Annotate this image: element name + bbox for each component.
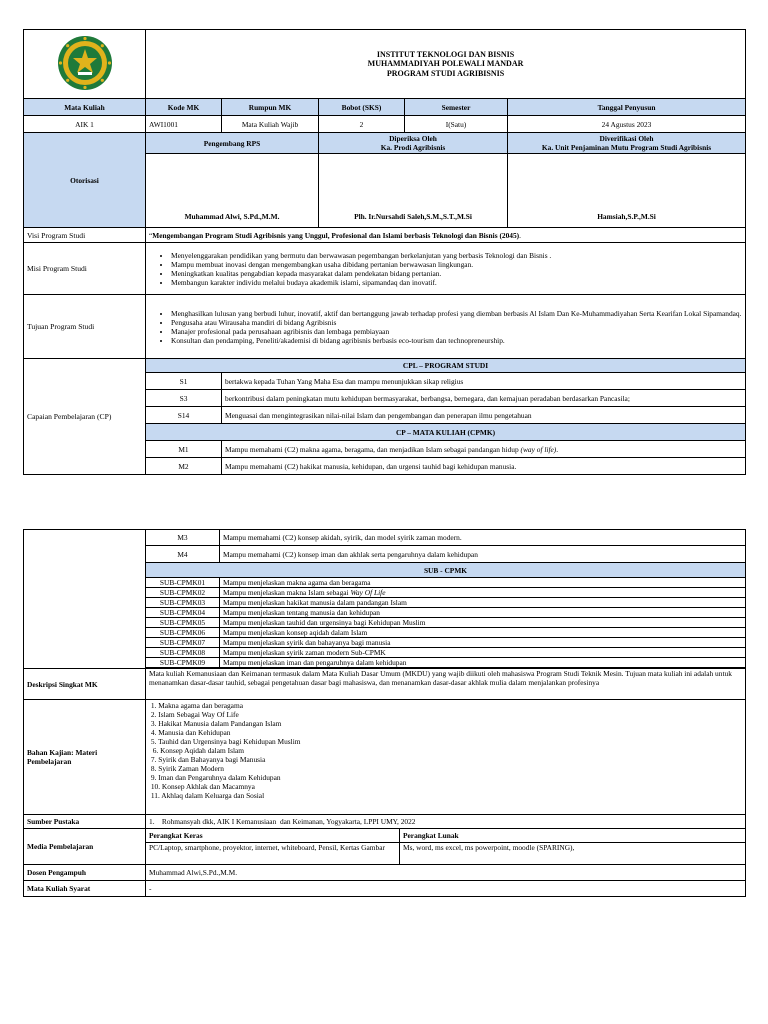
sub-cpmk-code: SUB-CPMK02 — [146, 588, 220, 598]
sub-cpmk-code: SUB-CPMK06 — [146, 628, 220, 638]
cpl-code: S1 — [146, 373, 222, 390]
misi-item: • Mampu membuat inovasi dengan mengembangkan usaha dibidang pertanian berwawasan lingkungan. — [171, 260, 742, 269]
logo-cell — [24, 30, 146, 99]
value-kode-mk: AWI1001 — [146, 116, 222, 133]
bahan-kajian-list — [149, 701, 742, 800]
header-mata-kuliah: Mata Kuliah — [24, 99, 146, 116]
sub-cpmk-code: SUB-CPMK09 — [146, 658, 220, 668]
sub-cpmk-text: Mampu menjelaskan konsep aqidah dalam Islam — [220, 628, 746, 638]
institution-title-line-3: PROGRAM STUDI AGRIBISNIS — [386, 68, 505, 78]
bahan-kajian-item: 11. Akhlaq dalam Keluarga dan Sosial — [149, 791, 265, 800]
tujuan-item: • Menghasilkan lulusan yang berbudi luhur, inovatif, aktif dan bertanggung jawab terhadap profesi yang diemban berbasis Al Islam Dan Ke-Muhammadiyahan Serta Kearifan Lokal Sipamandaq. — [171, 309, 742, 318]
bahan-kajian-list-cell — [146, 700, 746, 815]
cpmk-code-m1: M1 — [146, 441, 222, 458]
tujuan-item: • Konsultan dan pendamping, Peneliti/akademisi di bidang agribisnis berbasis eco-tourism dan technopreneurship. — [171, 336, 742, 345]
cpmk-text-m2: Mampu memahami (C2) hakikat manusia, kehidupan, dan urgensi tauhid bagi kehidupan manusia. — [222, 458, 746, 475]
misi-list-cell — [146, 243, 746, 295]
cpl-text: berkontribusi dalam peningkatan mutu kehidupan bermasyarakat, berbangsa, bernegara, dan kemajuan peradaban berdasarkan Pancasila; — [222, 390, 746, 407]
bahan-kajian-item: 5. Tauhid dan Urgensinya bagi Kehidupan Muslim — [149, 737, 301, 746]
perangkat-lunak-header: Perangkat Lunak — [400, 829, 746, 843]
bahan-kajian-item: 10. Konsep Akhlak dan Macamnya — [149, 782, 255, 791]
deskripsi-label: Deskripsi Singkat MK — [24, 669, 146, 700]
bahan-kajian-item: 9. Iman dan Pengaruhnya dalam Kehidupan — [149, 773, 281, 782]
misi-list — [149, 251, 742, 287]
diverifikasi-oleh-name: Hamsiah,S.P.,M.Si — [508, 154, 746, 228]
sub-cpmk-text: Mampu menjelaskan syirik dan bahayanya bagi manusia — [220, 638, 746, 648]
sub-cpmk-code: SUB-CPMK07 — [146, 638, 220, 648]
syarat-label: Mata Kuliah Syarat — [24, 881, 146, 897]
sub-cpmk-text: Mampu menjelaskan tauhid dan urgensinya bagi Kehidupan Muslim — [220, 618, 746, 628]
deskripsi-text: Mata kuliah Kemanusiaan dan Keimanan termasuk dalam Mata Kuliah Dasar Umum (MKDU) yang wajib diikuti oleh mahasiswa Program Studi Teknik Mesin. Tujuan mata kuliah ini adalah untuk menanamkan dasar-dasar tauhid, sebagai pengetahuan dasar bagi mahasiswa, dan menanamkan dasar-dasar akhlak mulia dalam menjalankan profesinya — [146, 669, 746, 700]
pengembang-rps-header: Pengembang RPS — [146, 133, 319, 154]
cpmk-text-m1-italic: (way of life) — [520, 444, 557, 454]
value-bobot-sks: 2 — [319, 116, 405, 133]
diverifikasi-oleh-line-1: Diverifikasi Oleh — [599, 134, 654, 143]
cpmk-code-m4: M4 — [146, 546, 220, 563]
cpmk-code-m2: M2 — [146, 458, 222, 475]
diverifikasi-oleh-line-2: Ka. Unit Penjaminan Mutu Program Studi Agribisnis — [541, 143, 712, 152]
sub-cpmk-text-main: Mampu menjelaskan makna Islam sebagai — [223, 588, 351, 597]
diverifikasi-oleh-header — [508, 133, 746, 154]
diperiksa-oleh-header — [319, 133, 508, 154]
syarat-text: - — [146, 881, 746, 897]
diperiksa-oleh-line-1: Diperiksa Oleh — [389, 134, 437, 143]
perangkat-lunak-text: Ms, word, ms excel, ms powerpoint, moodle (SPARING), — [400, 843, 746, 865]
sub-cpmk-code: SUB-CPMK01 — [146, 578, 220, 588]
sumber-pustaka-label: Sumber Pustaka — [24, 815, 146, 829]
cpmk-header: CP – MATA KULIAH (CPMK) — [146, 424, 746, 441]
tujuan-item: • Pengusaha atau Wirausaha mandiri di bidang Agribisnis — [171, 318, 742, 327]
bahan-kajian-label: Bahan Kajian: Materi Pembelajaran — [24, 700, 146, 815]
sub-cpmk-text: Mampu menjelaskan syirik zaman modern Sub-CPMK — [220, 648, 746, 658]
rps-table-page-1 — [23, 29, 746, 475]
dosen-label: Dosen Pengampuh — [24, 865, 146, 881]
tujuan-list — [149, 309, 742, 345]
cpmk-text-m1-main: Mampu memahami (C2) makna agama, beragama, dan menjadikan Islam sebagai pandangan hidup — [225, 444, 521, 454]
sub-cpmk-text-italic: Way Of Life — [350, 588, 386, 597]
value-mata-kuliah: AIK 1 — [24, 116, 146, 133]
cpmk-text-m3: Mampu memahami (C2) konsep akidah, syirik, dan model syirik zaman modern. — [220, 530, 746, 546]
rps-table-page-2 — [23, 529, 746, 897]
cpl-code: S14 — [146, 407, 222, 424]
header-bobot-sks: Bobot (SKS) — [319, 99, 405, 116]
university-logo-icon — [56, 34, 114, 92]
header-semester: Semester — [405, 99, 508, 116]
cpl-text: bertakwa kepada Tuhan Yang Maha Esa dan mampu menunjukkan sikap religius — [222, 373, 746, 390]
diperiksa-oleh-line-2: Ka. Prodi Agribisnis — [380, 143, 446, 152]
otorisasi-label: Otorisasi — [24, 133, 146, 228]
institution-title — [146, 30, 746, 99]
bahan-kajian-item: 6. Konsep Aqidah dalam Islam — [149, 746, 245, 755]
value-semester: I(Satu) — [405, 116, 508, 133]
tujuan-label: Tujuan Program Studi — [24, 295, 146, 359]
sub-cpmk-code: SUB-CPMK08 — [146, 648, 220, 658]
cpmk-text-m1 — [222, 441, 746, 458]
bahan-kajian-item: 8. Syirik Zaman Modern — [149, 764, 224, 773]
header-tanggal-penyusun: Tanggal Penyusun — [508, 99, 746, 116]
header-kode-mk: Kode MK — [146, 99, 222, 116]
cpl-text: Menguasai dan mengintegrasikan nilai-nilai Islam dan pengembangan dan penerapan ilmu pengetahuan — [222, 407, 746, 424]
tujuan-item: • Manajer profesional pada perusahaan agribisnis dan lembaga pembiayaan — [171, 327, 742, 336]
value-rumpun-mk: Mata Kuliah Wajib — [222, 116, 319, 133]
sumber-pustaka-text: 1. Rohmansyah dkk, AIK I Kemanusiaan dan Keimanan, Yogyakarta, LPPI UMY, 2022 — [146, 815, 746, 829]
visi-end: . — [519, 230, 522, 240]
sub-cpmk-code: SUB-CPMK03 — [146, 598, 220, 608]
sub-cpmk-header: SUB - CPMK — [146, 563, 746, 578]
cpl-header: CPL – PROGRAM STUDI — [146, 359, 746, 373]
bahan-kajian-item: 2. Islam Sebagai Way Of Life — [149, 710, 239, 719]
institution-title-line-1: INSTITUT TEKNOLOGI DAN BISNIS — [376, 49, 515, 59]
sub-cpmk-code: SUB-CPMK05 — [146, 618, 220, 628]
sub-cpmk-text: Mampu menjelaskan hakikat manusia dalam pandangan Islam — [220, 598, 746, 608]
misi-label: Misi Program Studi — [24, 243, 146, 295]
sub-cpmk-text: Mampu menjelaskan tentang manusia dan kehidupan — [220, 608, 746, 618]
cpmk-text-m1-end: . — [556, 444, 559, 454]
perangkat-keras-header: Perangkat Keras — [146, 829, 400, 843]
bahan-kajian-item: 7. Syirik dan Bahayanya bagi Manusia — [149, 755, 266, 764]
visi-label: Visi Program Studi — [24, 228, 146, 243]
cpl-code: S3 — [146, 390, 222, 407]
visi-quote-mark: “ — [149, 230, 153, 240]
bahan-kajian-item: 4. Manusia dan Kehidupan — [149, 728, 231, 737]
value-tanggal-penyusun: 24 Agustus 2023 — [508, 116, 746, 133]
misi-item: • Meningkatkan kualitas pengabdian kepada masyarakat dalam pendekatan bidang pertanian. — [171, 269, 742, 278]
misi-item: • Menyelenggarakan pendidikan yang bermutu dan berwawasan pegembangan berkelanjutan yang berbasis Teknologi dan Bisnis . — [171, 251, 742, 260]
dosen-text: Muhammad Alwi,S.Pd.,M.M. — [146, 865, 746, 881]
sub-cpmk-text: Mampu menjelaskan iman dan pengaruhnya dalam kehidupan — [220, 658, 746, 668]
cpmk-code-m3: M3 — [146, 530, 220, 546]
institution-title-line-2: MUHAMMADIYAH POLEWALI MANDAR — [367, 59, 524, 69]
tujuan-list-cell — [146, 295, 746, 359]
pengembang-rps-name: Muhammad Alwi, S.Pd.,M.M. — [146, 154, 319, 228]
header-rumpun-mk: Rumpun MK — [222, 99, 319, 116]
cp-label: Capaian Pembelajaran (CP) — [24, 359, 146, 475]
bahan-kajian-item: 1. Makna agama dan beragama — [149, 701, 243, 710]
media-label: Media Pembelajaran — [24, 829, 146, 865]
visi-text — [146, 228, 746, 243]
cp-continued-label — [24, 530, 146, 669]
misi-item: • Membangun karakter individu melalui budaya akademik islami, sipamandaq dan inovatif. — [171, 278, 742, 287]
sub-cpmk-text — [220, 588, 746, 598]
sub-cpmk-text: Mampu menjelaskan makna agama dan beragama — [220, 578, 746, 588]
visi-statement: Mengembangan Program Studi Agribisnis yang Unggul, Profesional dan Islami berbasis Teknologi dan Bisnis (2045) — [152, 230, 520, 240]
cpmk-text-m4: Mampu memahami (C2) konsep iman dan akhlak serta pengaruhnya dalam kehidupan — [220, 546, 746, 563]
bahan-kajian-item: 3. Hakikat Manusia dalam Pandangan Islam — [149, 719, 282, 728]
perangkat-keras-text: PC/Laptop, smartphone, proyektor, internet, whiteboard, Pensil, Kertas Gambar — [146, 843, 400, 865]
sub-cpmk-code: SUB-CPMK04 — [146, 608, 220, 618]
diperiksa-oleh-name: Plh. Ir.Nursahdi Saleh,S.M.,S.T.,M.Si — [319, 154, 508, 228]
